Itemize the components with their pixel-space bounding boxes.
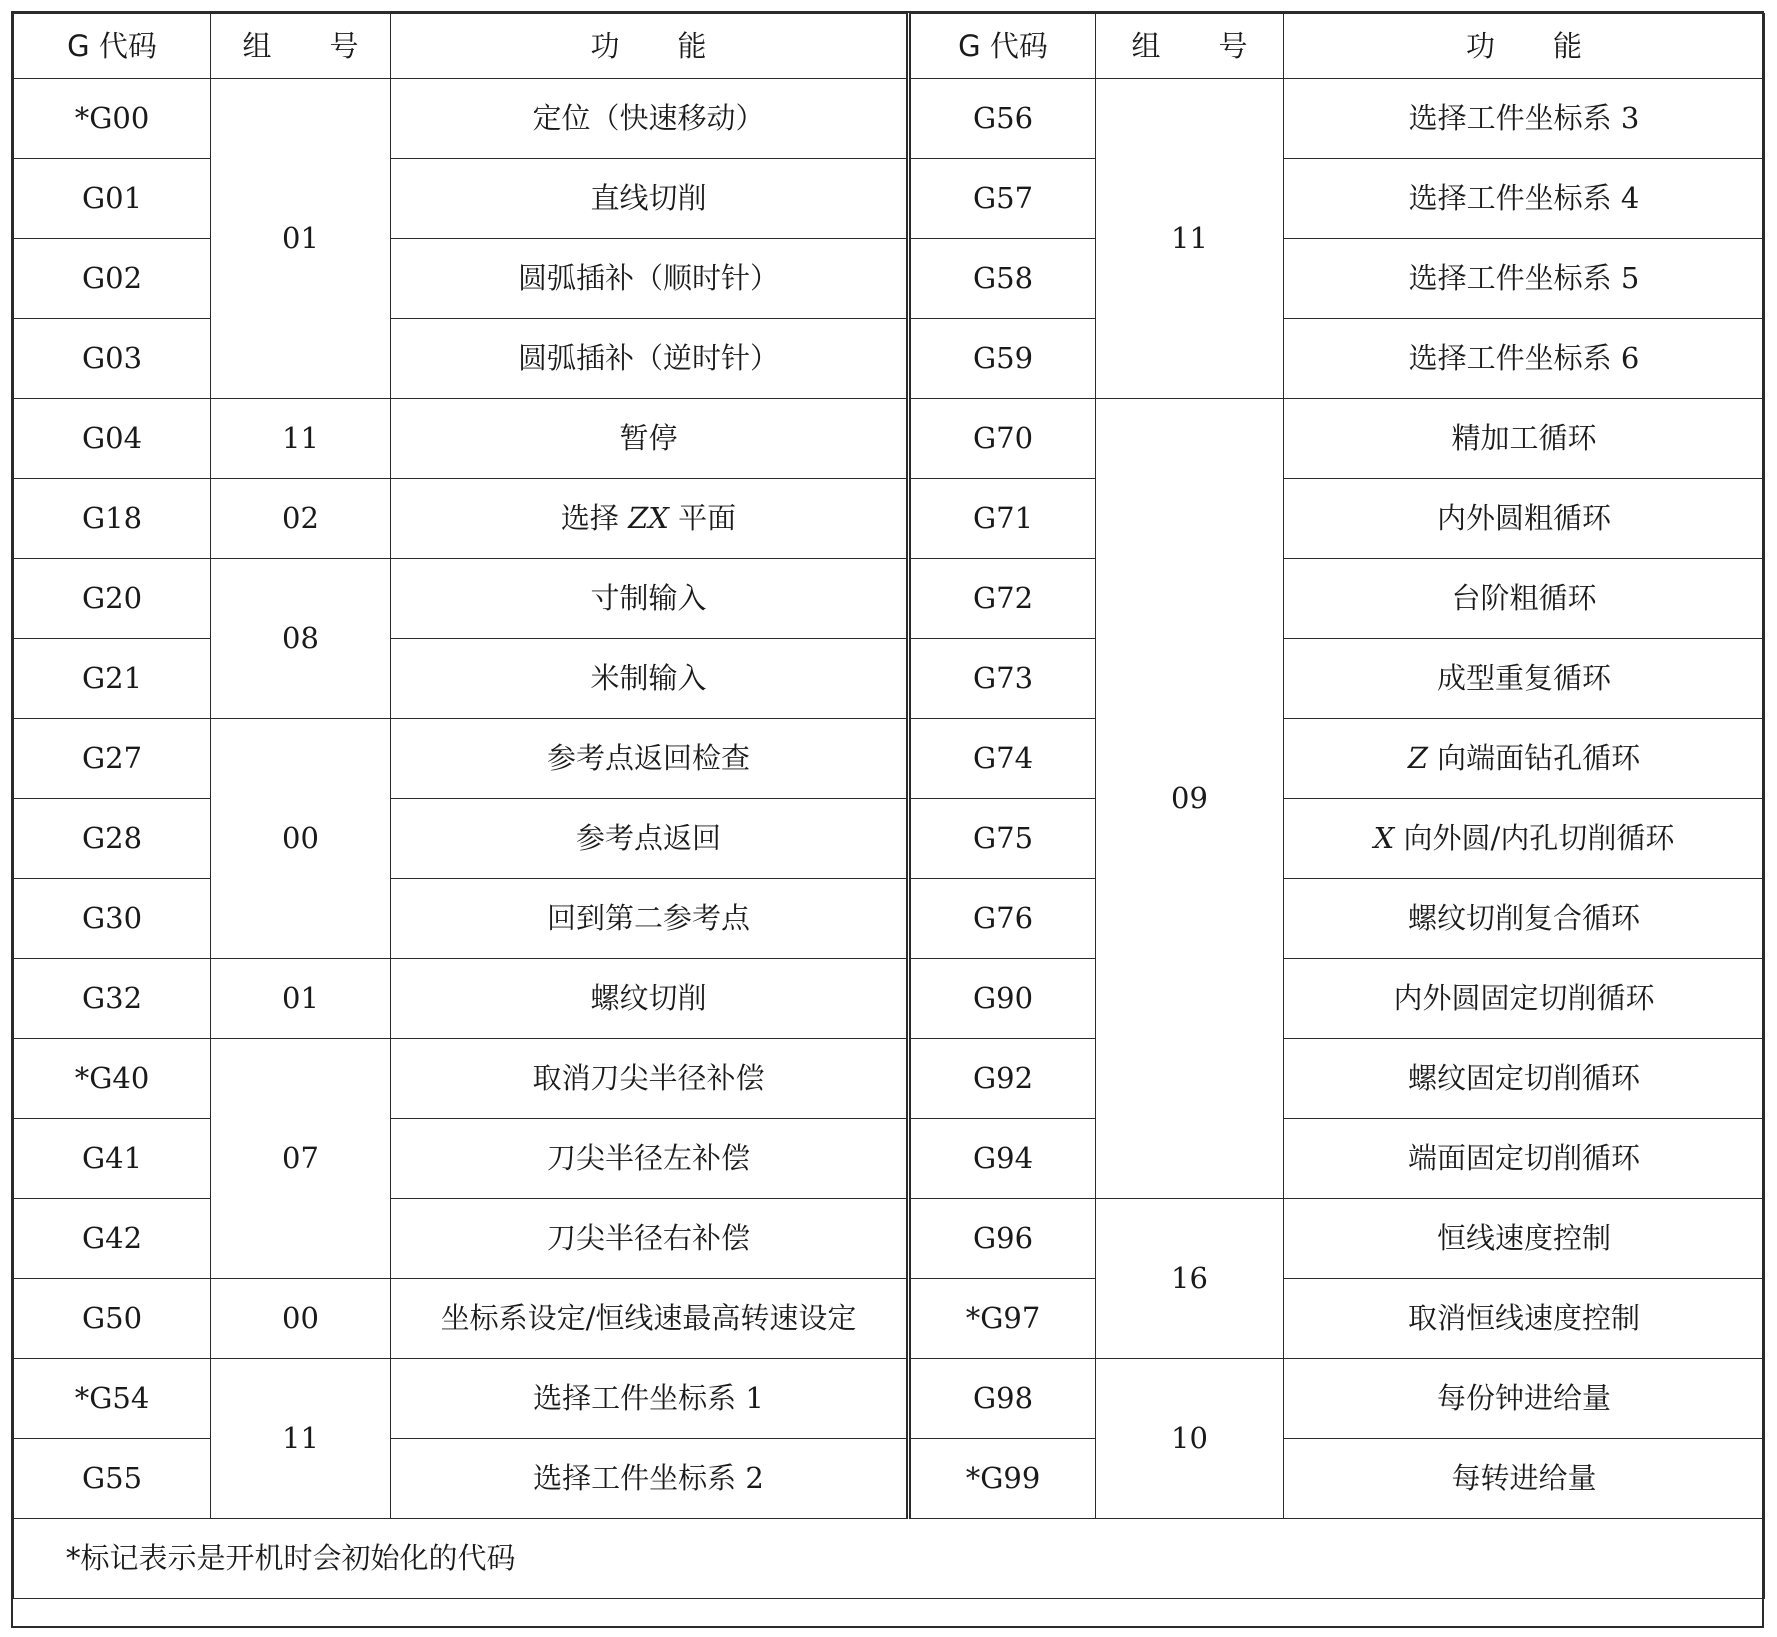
table-row [14, 1279, 1765, 1359]
left-function-cell: 暂停 [391, 399, 909, 479]
header-function-left: 功 能 [391, 14, 909, 79]
left-function-cell: 定位（快速移动） [391, 79, 909, 159]
table-row [14, 479, 1765, 559]
right-function-cell: Z 向端面钻孔循环 [1284, 719, 1765, 799]
left-g-code-cell: G42 [14, 1199, 211, 1279]
left-g-code-cell: G30 [14, 879, 211, 959]
right-g-code-cell: G90 [909, 959, 1096, 1039]
left-group-cell: 08 [211, 559, 391, 719]
table-row [14, 559, 1765, 639]
left-group-cell: 11 [211, 399, 391, 479]
left-group-cell: 01 [211, 79, 391, 399]
left-g-code-cell: G20 [14, 559, 211, 639]
right-g-code-cell: *G97 [909, 1279, 1096, 1359]
table-row [14, 1039, 1765, 1119]
header-function-right: 功 能 [1284, 14, 1765, 79]
left-function-cell: 米制输入 [391, 639, 909, 719]
right-function-cell: 选择工件坐标系 6 [1284, 319, 1765, 399]
left-function-cell: 回到第二参考点 [391, 879, 909, 959]
left-function-cell: 圆弧插补（顺时针） [391, 239, 909, 319]
left-g-code-cell: *G40 [14, 1039, 211, 1119]
left-function-cell: 直线切削 [391, 159, 909, 239]
right-g-code-cell: G73 [909, 639, 1096, 719]
left-function-cell: 参考点返回检查 [391, 719, 909, 799]
right-function-cell: 精加工循环 [1284, 399, 1765, 479]
right-function-cell: 端面固定切削循环 [1284, 1119, 1765, 1199]
right-function-cell: 选择工件坐标系 3 [1284, 79, 1765, 159]
left-function-cell: 取消刀尖半径补偿 [391, 1039, 909, 1119]
footnote: *标记表示是开机时会初始化的代码 [14, 1519, 1765, 1599]
header-group-left: 组 号 [211, 14, 391, 79]
right-group-cell: 11 [1096, 79, 1284, 399]
right-function-cell: 螺纹切削复合循环 [1284, 879, 1765, 959]
right-g-code-cell: G76 [909, 879, 1096, 959]
axis-letter: ZX [628, 501, 669, 535]
right-g-code-cell: G71 [909, 479, 1096, 559]
table-row [14, 719, 1765, 799]
left-group-cell: 00 [211, 719, 391, 959]
table-row [14, 959, 1765, 1039]
left-g-code-cell: *G54 [14, 1359, 211, 1439]
left-group-cell: 02 [211, 479, 391, 559]
left-g-code-cell: G55 [14, 1439, 211, 1519]
table-row [14, 79, 1765, 159]
right-function-cell: 取消恒线速度控制 [1284, 1279, 1765, 1359]
left-g-code-cell: G28 [14, 799, 211, 879]
left-function-cell: 参考点返回 [391, 799, 909, 879]
left-function-cell: 刀尖半径左补偿 [391, 1119, 909, 1199]
right-function-cell: 选择工件坐标系 5 [1284, 239, 1765, 319]
right-g-code-cell: G75 [909, 799, 1096, 879]
right-function-cell: 台阶粗循环 [1284, 559, 1765, 639]
axis-letter: X [1373, 821, 1395, 855]
left-function-cell: 选择工件坐标系 2 [391, 1439, 909, 1519]
right-g-code-cell: G56 [909, 79, 1096, 159]
left-group-cell: 00 [211, 1279, 391, 1359]
left-g-code-cell: *G00 [14, 79, 211, 159]
left-function-cell: 选择工件坐标系 1 [391, 1359, 909, 1439]
left-function-cell: 寸制输入 [391, 559, 909, 639]
right-g-code-cell: G57 [909, 159, 1096, 239]
right-g-code-cell: G98 [909, 1359, 1096, 1439]
left-function-cell: 圆弧插补（逆时针） [391, 319, 909, 399]
left-function-cell: 刀尖半径右补偿 [391, 1199, 909, 1279]
left-function-cell: 螺纹切削 [391, 959, 909, 1039]
right-group-cell: 10 [1096, 1359, 1284, 1519]
right-g-code-cell: *G99 [909, 1439, 1096, 1519]
left-g-code-cell: G18 [14, 479, 211, 559]
header-g-code-right: G 代码 [909, 14, 1096, 79]
left-g-code-cell: G41 [14, 1119, 211, 1199]
right-g-code-cell: G59 [909, 319, 1096, 399]
right-function-cell: 内外圆固定切削循环 [1284, 959, 1765, 1039]
table-row [14, 399, 1765, 479]
right-g-code-cell: G58 [909, 239, 1096, 319]
table-body [14, 79, 1765, 1599]
right-function-cell: X 向外圆/内孔切削循环 [1284, 799, 1765, 879]
right-group-cell: 09 [1096, 399, 1284, 1199]
left-g-code-cell: G02 [14, 239, 211, 319]
right-function-cell: 每份钟进给量 [1284, 1359, 1765, 1439]
right-function-cell: 选择工件坐标系 4 [1284, 159, 1765, 239]
left-g-code-cell: G04 [14, 399, 211, 479]
right-group-cell: 16 [1096, 1199, 1284, 1359]
left-group-cell: 01 [211, 959, 391, 1039]
header-group-right: 组 号 [1096, 14, 1284, 79]
left-g-code-cell: G32 [14, 959, 211, 1039]
right-g-code-cell: G96 [909, 1199, 1096, 1279]
left-group-cell: 07 [211, 1039, 391, 1279]
right-g-code-cell: G92 [909, 1039, 1096, 1119]
right-g-code-cell: G72 [909, 559, 1096, 639]
right-g-code-cell: G74 [909, 719, 1096, 799]
right-g-code-cell: G94 [909, 1119, 1096, 1199]
right-g-code-cell: G70 [909, 399, 1096, 479]
left-function-cell: 选择 ZX 平面 [391, 479, 909, 559]
axis-letter: Z [1407, 741, 1428, 775]
left-g-code-cell: G21 [14, 639, 211, 719]
left-group-cell: 11 [211, 1359, 391, 1519]
g-code-table [13, 13, 1765, 1599]
note-row [14, 1519, 1765, 1599]
left-g-code-cell: G01 [14, 159, 211, 239]
right-function-cell: 恒线速度控制 [1284, 1199, 1765, 1279]
right-function-cell: 螺纹固定切削循环 [1284, 1039, 1765, 1119]
header-row [14, 14, 1765, 79]
right-function-cell: 每转进给量 [1284, 1439, 1765, 1519]
right-function-cell: 内外圆粗循环 [1284, 479, 1765, 559]
header-g-code-left: G 代码 [14, 14, 211, 79]
left-g-code-cell: G50 [14, 1279, 211, 1359]
left-function-cell: 坐标系设定/恒线速最高转速设定 [391, 1279, 909, 1359]
left-g-code-cell: G27 [14, 719, 211, 799]
table-row [14, 1359, 1765, 1439]
left-g-code-cell: G03 [14, 319, 211, 399]
right-function-cell: 成型重复循环 [1284, 639, 1765, 719]
